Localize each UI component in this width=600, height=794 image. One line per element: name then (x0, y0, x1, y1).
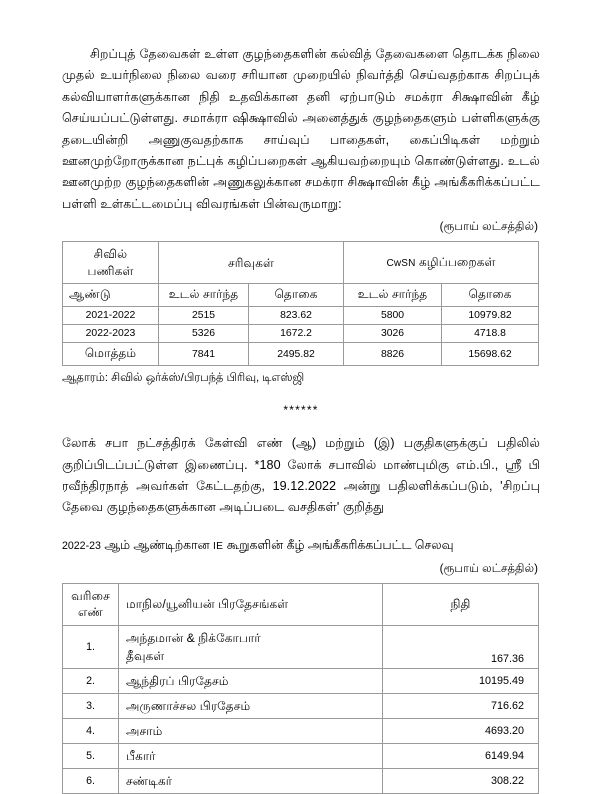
cell-serial: 5. (63, 743, 119, 768)
cell-serial: 3. (63, 693, 119, 718)
section-separator: ****** (283, 403, 319, 418)
header-ramps-group: சரிவுகள் (159, 242, 344, 284)
cell-cwsn-physical: 3026 (344, 325, 442, 343)
table-row (63, 325, 539, 343)
header-serial-line2: எண் (77, 605, 104, 620)
header-civil-works-line1: சிவில் (93, 247, 128, 262)
cell-fund: 10195.49 (383, 668, 539, 693)
header-cwsn-toilets-group (344, 242, 539, 284)
table-state-wise-funds (62, 583, 539, 794)
cell-fund: 6149.94 (383, 743, 539, 768)
cell-total-ramps-physical: 7841 (159, 343, 249, 366)
header-civil-works (63, 242, 159, 284)
cell-fund: 167.36 (383, 625, 539, 668)
cell-total-label: மொத்தம் (63, 343, 159, 366)
header-civil-works-line2: பணிகள் (87, 263, 134, 278)
header-toilets-label: கழிப்பறைகள் (419, 254, 496, 269)
header-year: ஆண்டு (63, 284, 159, 307)
table2-heading-ie: IE (213, 540, 224, 552)
cell-state (119, 625, 383, 668)
cell-state: ஆந்திரப் பிரதேசம் (119, 668, 383, 693)
cell-state: சண்டிகர் (119, 768, 383, 793)
header-serial-line1: வரிசை (71, 588, 110, 603)
table-header-group-row (63, 242, 539, 284)
cell-year: 2022-2023 (63, 325, 159, 343)
table2-heading-before-ie: ஆம் ஆண்டிற்கான (104, 537, 210, 552)
cell-serial: 4. (63, 718, 119, 743)
cell-fund: 716.62 (383, 693, 539, 718)
header-cwsn-amount: தொகை (442, 284, 539, 307)
cell-state: பீகார் (119, 743, 383, 768)
paragraph-infrastructure-intro: சிறப்புத் தேவைகள் உள்ள குழந்தைகளின் கல்வித் தேவைகளை தொடக்க நிலை முதல் உயர்நிலை நிலை வரை சரியான முறையில் நிவர்த்தி செய்வதற்காக சிறப்புக் கல்வியாளர்களுக்கான நிதி உதவிக்கான தனி ஏற்பாடும் சமக்ரா சிக்ஷாவின் கீழ் செய்யப்பட்டுள்ளது. சமாக்ரா ஷிக்ஷாவில் அனைத்துக் குழந்தைகளும் பள்ளிகளுக்கு தடையின்றி அணுகுவதற்காக சாய்வுப் பாதைகள், கைப்பிடிகள் மற்றும் ஊனமுற்றோருக்கான நட்புக் கழிப்பறைகள் ஆகியவற்றையும் கொண்டுள்ளது. உடல் ஊனமுற்ற குழந்தைகளின் அணுகலுக்கான சமக்ரா சிக்ஷாவின் கீழ் அங்கீகரிக்கப்பட்ட பள்ளி உள்கட்டமைப்பு விவரங்கள் பின்வருமாறு: (62, 47, 540, 211)
table-header-sub-row (63, 284, 539, 307)
rupees-note-table2: (ரூபாய் லட்சத்தில்) (439, 561, 538, 575)
cell-year: 2021-2022 (63, 307, 159, 325)
table2-heading (62, 535, 540, 557)
cell-serial: 1. (63, 625, 119, 668)
cell-ramps-amount: 1672.2 (249, 325, 344, 343)
cell-cwsn-amount: 10979.82 (442, 307, 539, 325)
cell-cwsn-physical: 5800 (344, 307, 442, 325)
header-ramps-physical: உடல் சார்ந்த (159, 284, 249, 307)
table-header-row (63, 583, 539, 625)
table-source-note: ஆதாரம்: சிவில் ஒர்க்ஸ்/பிரபந்த் பிரிவு, டிஎஸ்ஜி (62, 372, 305, 385)
header-state-ut: மாநில/யூனியன் பிரதேசங்கள் (119, 583, 383, 625)
cell-total-cwsn-amount: 15698.62 (442, 343, 539, 366)
header-serial-number (63, 583, 119, 625)
header-fund: நிதி (383, 583, 539, 625)
table-row (63, 668, 539, 693)
table-total-row (63, 343, 539, 366)
header-cwsn-label: CwSN (386, 257, 416, 269)
cell-state: அருணாச்சல பிரதேசம் (119, 693, 383, 718)
table2-heading-year: 2022-23 (62, 539, 101, 552)
cell-ramps-physical: 5326 (159, 325, 249, 343)
header-ramps-amount: தொகை (249, 284, 344, 307)
table-row (63, 768, 539, 793)
cell-serial: 2. (63, 668, 119, 693)
cell-fund: 4693.20 (383, 718, 539, 743)
cell-state: அசாம் (119, 718, 383, 743)
table2-heading-after-ie: கூறுகளின் கீழ் அங்கீகரிக்கப்பட்ட செலவு (226, 537, 454, 552)
cell-serial: 6. (63, 768, 119, 793)
cell-cwsn-amount: 4718.8 (442, 325, 539, 343)
table-row (63, 625, 539, 668)
table-row (63, 693, 539, 718)
cell-state-line1: அந்தமான் & நிக்கோபார் (126, 630, 261, 645)
table-row (63, 743, 539, 768)
rupees-note-table1: (ரூபாய் லட்சத்தில்) (439, 220, 538, 234)
paragraph-lok-sabha-question: லோக் சபா நட்சத்திரக் கேள்வி எண் (ஆ) மற்றும் (இ) பகுதிகளுக்குப் பதிலில் குறிப்பிடப்பட்டுள்ள இணைப்பு. *180 லோக் சபாவில் மாண்புமிகு எம்.பி., ஸ்ரீ பி ரவீந்திரநாத் அவர்கள் கேட்டதற்கு, 19.12.2022 அன்று பதிலளிக்கப்படும், 'சிறப்பு தேவை குழந்தைகளுக்கான அடிப்படை வசதிகள்' குறித்து (62, 436, 540, 515)
table-school-infrastructure (62, 241, 539, 366)
cell-fund: 308.22 (383, 768, 539, 793)
header-cwsn-physical: உடல் சார்ந்த (344, 284, 442, 307)
table-row (63, 307, 539, 325)
table-row (63, 718, 539, 743)
cell-state-line2: தீவுகள் (126, 648, 165, 663)
cell-total-cwsn-physical: 8826 (344, 343, 442, 366)
cell-ramps-amount: 823.62 (249, 307, 344, 325)
cell-ramps-physical: 2515 (159, 307, 249, 325)
cell-total-ramps-amount: 2495.82 (249, 343, 344, 366)
